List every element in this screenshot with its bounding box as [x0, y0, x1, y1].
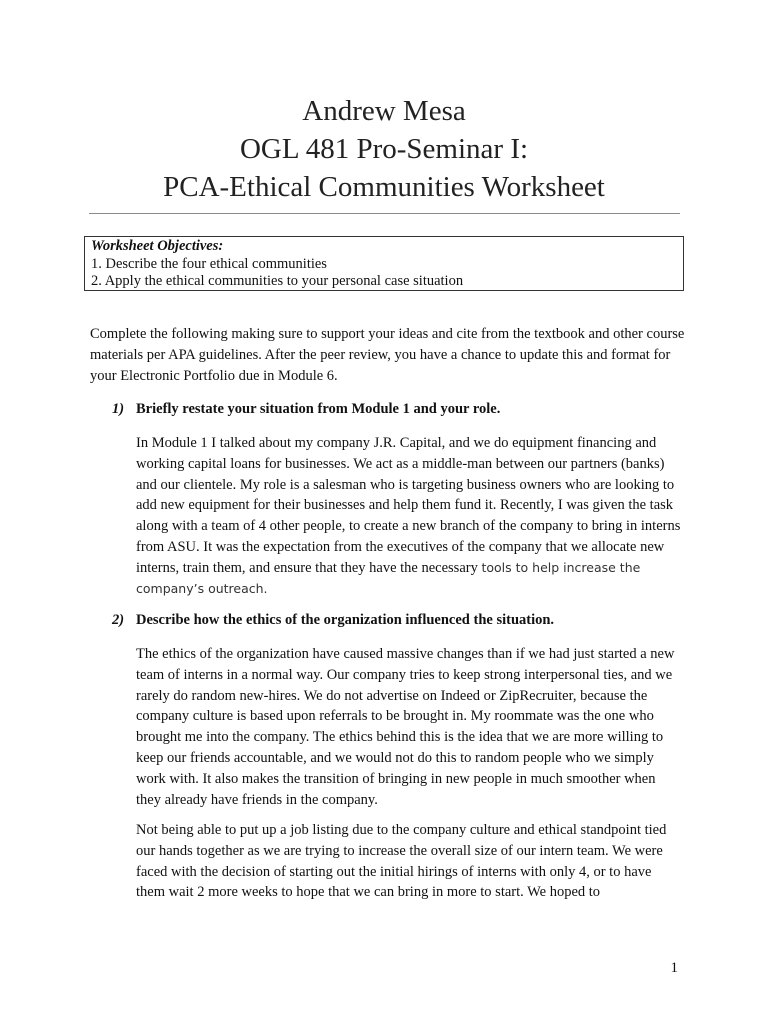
objective-item: 2. Apply the ethical communities to your personal case situation — [91, 273, 464, 289]
page-number: 1 — [670, 960, 678, 976]
answer-2-paragraph-1: The ethics of the organization have caused massive changes than if we had just started a new team of interns in a normal way. Our company tries to keep strong interpersonal ties, and we rarely do random new-hires. We do not advertise on Indeed or ZipRecruiter, because the company culture is based upon referrals to be brought in. My roommate was the one who brought me into the company. The ethics behind this is the idea that we are more willing to keep our friends accountable, and we would not do this to random people who we simply work with. It also makes the transition of bringing in new people in much smoother when they already have friends in the company. — [136, 646, 675, 808]
question-prompt: Briefly restate your situation from Module 1 and your role. — [136, 401, 501, 417]
objectives-heading: Worksheet Objectives: — [91, 238, 224, 254]
worksheet-title: PCA-Ethical Communities Worksheet — [163, 171, 605, 203]
question-number: 2) — [112, 612, 125, 628]
answer-2-paragraph-2: Not being able to put up a job listing due to the company culture and ethical standpoint tied our hands together as we are trying to increase the overall size of our intern team. We were faced with the decision of starting out the initial hirings of interns with only 4, or to have them wait 2 more weeks to hope that we can bring in more to start. We hoped to — [136, 822, 667, 901]
intro-paragraph: Complete the following making sure to support your ideas and cite from the textbook and other course materials per APA guidelines. After the peer review, you have a chance to update this and format for your Electronic Portfolio due in Module 6. — [90, 326, 685, 384]
author-name: Andrew Mesa — [302, 95, 466, 127]
answer-1-paragraph — [136, 433, 681, 599]
document-title-block — [0, 92, 768, 206]
question-prompt: Describe how the ethics of the organization influenced the situation. — [136, 612, 555, 628]
answer-text: In Module 1 I talked about my company J.R. Capital, and we do equipment financing and working capital loans for businesses. We act as a middle-man between our partners (banks) and our clientele. My role is a salesman who is targeting business owners who are looking to add new equipment for their businesses and help them fund it. Recently, I was given the task along with a team of 4 other people, to create a new branch of the company to bring in interns from ASU. It was the expectation from the executives of the company that we allocate new interns, train them, and ensure that they have the necessary — [136, 435, 681, 576]
question-1 — [112, 399, 692, 420]
worksheet-objectives-box — [84, 236, 684, 291]
course-title: OGL 481 Pro-Seminar I: — [239, 133, 529, 165]
title-divider — [89, 213, 680, 214]
question-number: 1) — [112, 401, 125, 417]
answer-text-tail: tools to help increase the company’s outreach. — [136, 559, 641, 596]
objective-item: 1. Describe the four ethical communities — [91, 255, 327, 272]
question-2 — [112, 610, 692, 631]
